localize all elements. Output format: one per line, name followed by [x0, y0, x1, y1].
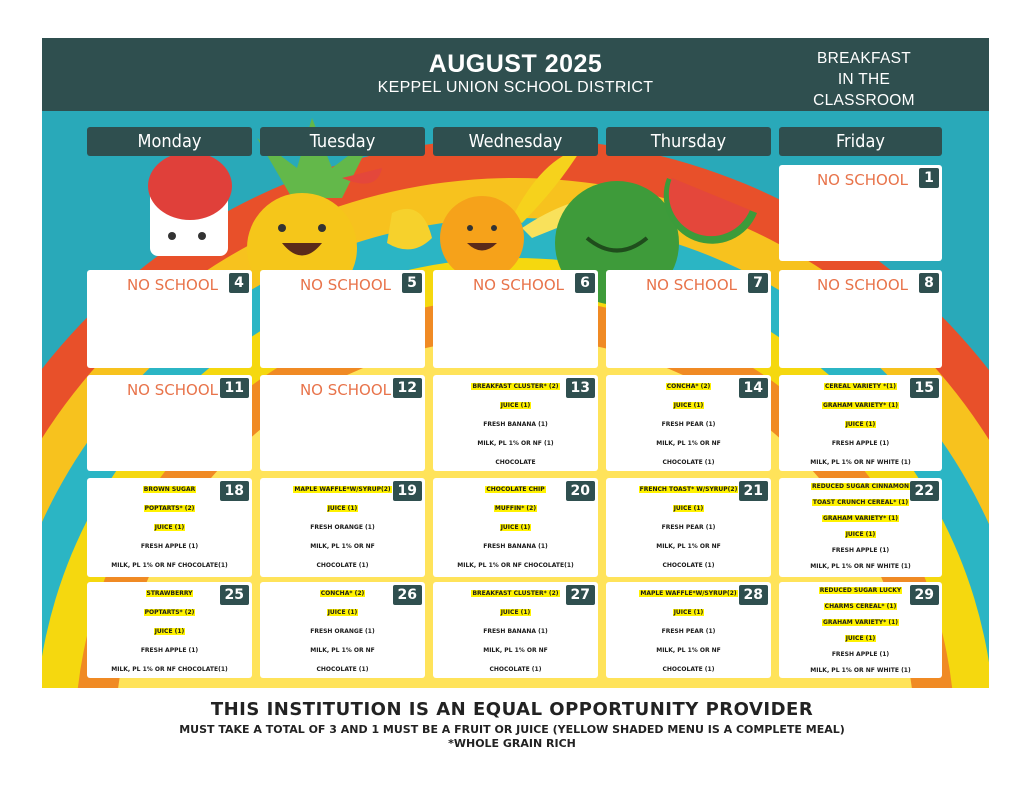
menu-item [260, 556, 425, 575]
meal-rule-notice: MUST TAKE A TOTAL OF 3 AND 1 MUST BE A FRUIT OR JUICE (YELLOW SHADED MENU IS A COMPLETE MEAL) [179, 723, 845, 736]
date-number: 13 [566, 378, 595, 398]
menu-item-text: POPTARTS* (2) [144, 609, 195, 616]
menu-item [779, 453, 942, 472]
day-cell [87, 478, 252, 577]
menu-item-text: MUFFIN* (2) [494, 505, 537, 512]
menu-item-text: JUICE (1) [845, 635, 876, 642]
menu-item-text: JUICE (1) [845, 421, 876, 428]
menu-item [433, 453, 598, 472]
no-school-label: NO SCHOOL [299, 381, 391, 399]
menu-item-text: JUICE (1) [673, 505, 704, 512]
menu-item-text: FRESH PEAR (1) [661, 628, 716, 635]
menu-item-complete-meal [433, 499, 598, 518]
day-cell [779, 582, 942, 678]
menu-item-complete-meal [433, 518, 598, 537]
menu-item [87, 537, 252, 556]
day-cell [606, 270, 771, 368]
calendar-header [42, 38, 989, 111]
day-cell [779, 375, 942, 471]
menu-item-complete-meal [606, 603, 771, 622]
day-header-thursday: Thursday [606, 127, 771, 156]
menu-item-text: FRESH APPLE (1) [140, 647, 199, 654]
menu-item [433, 622, 598, 641]
menu-item [260, 660, 425, 679]
menu-item [433, 660, 598, 679]
day-cell [779, 270, 942, 368]
menu-item-complete-meal [779, 527, 942, 543]
menu-item-text: FRESH BANANA (1) [483, 421, 548, 428]
day-cell [433, 478, 598, 577]
menu-item-complete-meal [779, 615, 942, 631]
date-number: 8 [919, 273, 939, 293]
menu-item-text: FRESH ORANGE (1) [310, 524, 375, 531]
day-cell [606, 582, 771, 678]
day-cell [433, 270, 598, 368]
menu-item-text: FRESH APPLE (1) [831, 547, 890, 554]
menu-item-text: REDUCED SUGAR CINNAMON [811, 483, 910, 490]
no-school-label: NO SCHOOL [299, 276, 391, 294]
day-cell [87, 582, 252, 678]
menu-item-complete-meal [87, 622, 252, 641]
menu-item-text: FRESH BANANA (1) [483, 628, 548, 635]
date-number: 5 [402, 273, 422, 293]
menu-item-text: FRESH ORANGE (1) [310, 628, 375, 635]
menu-item-text: FRESH PEAR (1) [661, 524, 716, 531]
date-number: 7 [748, 273, 768, 293]
menu-item [779, 663, 942, 679]
menu-item-text: JUICE (1) [154, 524, 185, 531]
day-header-tuesday: Tuesday [260, 127, 425, 156]
menu-item-text: MILK, PL 1% OR NF WHITE (1) [810, 667, 911, 674]
date-number: 6 [575, 273, 595, 293]
date-number: 12 [393, 378, 422, 398]
menu-item [779, 434, 942, 453]
menu-item-complete-meal [87, 499, 252, 518]
menu-item-text: FRESH APPLE (1) [831, 440, 890, 447]
menu-item-text: BREAKFAST CLUSTER* (2) [472, 590, 559, 597]
menu-item-text: MILK, PL 1% OR NF [310, 647, 375, 654]
menu-item-text: MILK, PL 1% OR NF [656, 440, 721, 447]
menu-item-text: CHOCOLATE (1) [662, 459, 715, 466]
menu-item [606, 518, 771, 537]
menu-item-text: CONCHA* (2) [666, 383, 711, 390]
menu-item-text: BREAKFAST CLUSTER* (2) [472, 383, 559, 390]
menu-item-text: CHOCOLATE (1) [316, 666, 369, 673]
menu-item-complete-meal [433, 396, 598, 415]
menu-item [779, 647, 942, 663]
menu-item-text: GRAHAM VARIETY* (1) [822, 402, 899, 409]
menu-item-text: MAPLE WAFFLE*W/SYRUP(2) [640, 590, 737, 597]
menu-item-text: MILK, PL 1% OR NF (1) [477, 440, 554, 447]
menu-item [433, 556, 598, 575]
menu-calendar [42, 38, 989, 688]
date-number: 20 [566, 481, 595, 501]
day-cell [779, 165, 942, 261]
menu-item-complete-meal [260, 499, 425, 518]
menu-item-complete-meal [260, 603, 425, 622]
menu-item-complete-meal [779, 511, 942, 527]
date-number: 4 [229, 273, 249, 293]
menu-item-complete-meal [779, 415, 942, 434]
menu-item [606, 537, 771, 556]
menu-item-text: GRAHAM VARIETY* (1) [822, 619, 899, 626]
menu-item-text: REDUCED SUGAR LUCKY [819, 587, 902, 594]
no-school-label: NO SCHOOL [816, 276, 908, 294]
menu-item-text: MILK, PL 1% OR NF CHOCOLATE(1) [457, 562, 574, 569]
date-number: 14 [739, 378, 768, 398]
day-cell [433, 582, 598, 678]
menu-item-text: FRESH PEAR (1) [661, 421, 716, 428]
menu-item-complete-meal [87, 603, 252, 622]
date-number: 29 [910, 585, 939, 605]
menu-item-complete-meal [779, 396, 942, 415]
page-title: AUGUST 2025 [428, 50, 603, 78]
menu-item [606, 415, 771, 434]
date-number: 21 [739, 481, 768, 501]
date-number: 28 [739, 585, 768, 605]
menu-item-text: CHOCOLATE CHIP [486, 486, 545, 493]
menu-item-text: BROWN SUGAR [143, 486, 196, 493]
menu-item [260, 622, 425, 641]
district-name: KEPPEL UNION SCHOOL DISTRICT [377, 79, 654, 96]
menu-item-text: JUICE (1) [673, 609, 704, 616]
menu-item [433, 537, 598, 556]
date-number: 1 [919, 168, 939, 188]
menu-item [606, 641, 771, 660]
menu-item [606, 434, 771, 453]
menu-item [606, 556, 771, 575]
day-cell [87, 270, 252, 368]
menu-item-text: FRESH APPLE (1) [831, 651, 890, 658]
menu-item [606, 622, 771, 641]
menu-item [779, 543, 942, 559]
no-school-label: NO SCHOOL [645, 276, 737, 294]
menu-item [606, 660, 771, 679]
no-school-label: NO SCHOOL [126, 381, 218, 399]
day-cell [260, 582, 425, 678]
day-cell [260, 375, 425, 471]
menu-item-text: MILK, PL 1% OR NF CHOCOLATE(1) [111, 562, 228, 569]
menu-item-text: MILK, PL 1% OR NF [656, 647, 721, 654]
menu-item-text: CHOCOLATE (1) [662, 666, 715, 673]
menu-item-complete-meal [87, 518, 252, 537]
menu-item-complete-meal [433, 603, 598, 622]
day-header-friday: Friday [779, 127, 942, 156]
day-cell [779, 478, 942, 577]
no-school-label: NO SCHOOL [126, 276, 218, 294]
day-cell [606, 375, 771, 471]
day-cell [606, 478, 771, 577]
menu-item-text: JUICE (1) [500, 609, 531, 616]
no-school-label: NO SCHOOL [816, 171, 908, 189]
menu-item-text: CHOCOLATE (1) [316, 562, 369, 569]
menu-item-text: JUICE (1) [327, 609, 358, 616]
menu-item-text: POPTARTS* (2) [144, 505, 195, 512]
menu-item-text: CONCHA* (2) [320, 590, 365, 597]
menu-item [260, 641, 425, 660]
menu-item [87, 556, 252, 575]
menu-item-text: MAPLE WAFFLE*W/SYRUP(2) [294, 486, 391, 493]
menu-item [260, 518, 425, 537]
menu-item-text: TOAST CRUNCH CEREAL* (1) [812, 499, 909, 506]
menu-item-complete-meal [606, 499, 771, 518]
menu-item [260, 537, 425, 556]
program-line: CLASSROOM [813, 92, 915, 109]
menu-item-text: JUICE (1) [500, 524, 531, 531]
menu-item-text: JUICE (1) [845, 531, 876, 538]
menu-item-text: JUICE (1) [500, 402, 531, 409]
equal-opportunity-notice: THIS INSTITUTION IS AN EQUAL OPPORTUNITY PROVIDER [210, 699, 814, 720]
menu-item-text: MILK, PL 1% OR NF CHOCOLATE(1) [111, 666, 228, 673]
menu-item-text: FRESH APPLE (1) [140, 543, 199, 550]
day-cell [87, 375, 252, 471]
date-number: 19 [393, 481, 422, 501]
menu-item [87, 660, 252, 679]
menu-item-complete-meal [779, 631, 942, 647]
date-number: 25 [220, 585, 249, 605]
day-cell [260, 270, 425, 368]
date-number: 18 [220, 481, 249, 501]
program-line: BREAKFAST [816, 50, 911, 67]
menu-item [433, 641, 598, 660]
menu-item-text: CHOCOLATE (1) [662, 562, 715, 569]
menu-item-text: CEREAL VARIETY *(1) [825, 383, 896, 390]
menu-item-text: FRESH BANANA (1) [483, 543, 548, 550]
date-number: 11 [220, 378, 249, 398]
menu-item-text: STRAWBERRY [146, 590, 193, 597]
program-line: IN THE [837, 71, 891, 88]
menu-item-text: CHOCOLATE [495, 459, 536, 466]
menu-item [779, 559, 942, 575]
menu-item [433, 434, 598, 453]
day-header-monday: Monday [87, 127, 252, 156]
date-number: 26 [393, 585, 422, 605]
menu-item-complete-meal [606, 396, 771, 415]
menu-item-text: JUICE (1) [154, 628, 185, 635]
no-school-label: NO SCHOOL [472, 276, 564, 294]
menu-item-text: JUICE (1) [673, 402, 704, 409]
program-name [794, 48, 934, 111]
menu-item-text: FRENCH TOAST* W/SYRUP(2) [639, 486, 738, 493]
menu-item-text: MILK, PL 1% OR NF WHITE (1) [810, 563, 911, 570]
menu-item-text: MILK, PL 1% OR NF [483, 647, 548, 654]
date-number: 15 [910, 378, 939, 398]
menu-item [606, 453, 771, 472]
menu-item-text: CHOCOLATE (1) [489, 666, 542, 673]
menu-item-text: MILK, PL 1% OR NF [310, 543, 375, 550]
menu-item-text: CHARMS CEREAL* (1) [824, 603, 897, 610]
menu-item-text: MILK, PL 1% OR NF [656, 543, 721, 550]
day-cell [433, 375, 598, 471]
menu-item [433, 415, 598, 434]
day-header-wednesday: Wednesday [433, 127, 598, 156]
menu-item-text: GRAHAM VARIETY* (1) [822, 515, 899, 522]
date-number: 22 [910, 481, 939, 501]
menu-item-text: JUICE (1) [327, 505, 358, 512]
whole-grain-note: *WHOLE GRAIN RICH [448, 737, 576, 750]
date-number: 27 [566, 585, 595, 605]
menu-item [87, 641, 252, 660]
menu-item-text: MILK, PL 1% OR NF WHITE (1) [810, 459, 911, 466]
day-cell [260, 478, 425, 577]
